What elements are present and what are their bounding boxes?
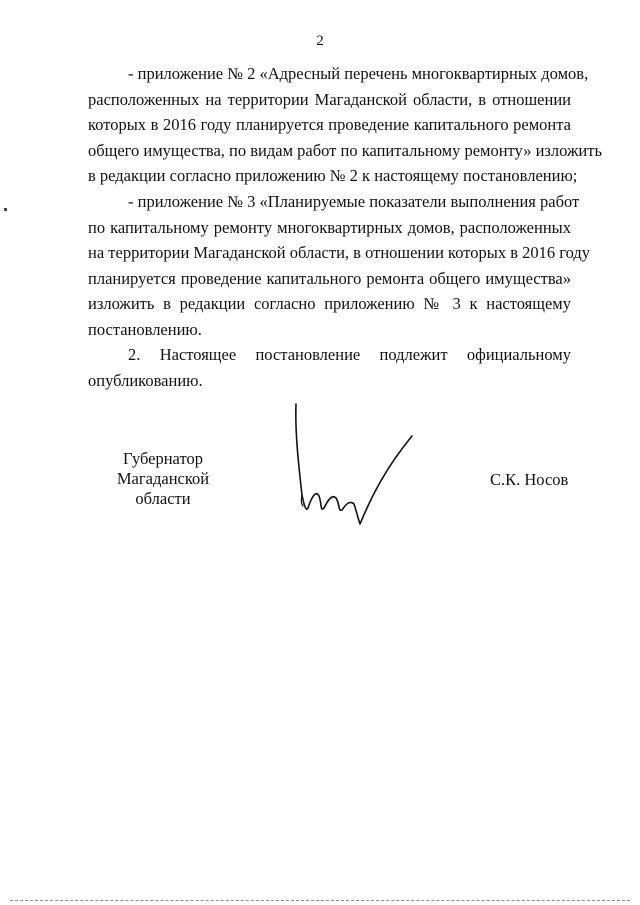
text-line: расположенных на территории Магаданской области, в отношении — [88, 89, 571, 109]
text-line: по капитальному ремонту многоквартирных домов, расположенных — [88, 217, 571, 237]
paragraph-appendix-2 — [88, 61, 602, 189]
text-line: общего имущества, по видам работ по капитальному ремонту» изложить — [88, 140, 602, 160]
text-line: опубликованию. — [88, 370, 203, 390]
scan-mark — [4, 208, 7, 211]
page-number: 2 — [316, 33, 324, 49]
text-line: - приложение № 2 «Адресный перечень многоквартирных домов, — [128, 64, 589, 83]
signatory-name: С.К. Носов — [490, 470, 569, 489]
text-line: планируется проведение капитального ремонта общего имущества» — [88, 268, 571, 288]
text-line: 2. Настоящее постановление подлежит официальному — [128, 345, 571, 364]
text-line: изложить в редакции согласно приложению № 3 к настоящему — [88, 294, 571, 313]
text-line: на территории Магаданской области, в отношении которых в 2016 году — [88, 243, 591, 262]
text-line: - приложение № 3 «Планируемые показатели выполнения работ — [128, 192, 580, 211]
signatory-title — [88, 449, 238, 509]
scan-bottom-edge — [10, 900, 630, 902]
paragraph-appendix-3 — [88, 189, 591, 342]
signatory-position: Губернатор — [123, 449, 203, 468]
paragraph-publication — [88, 342, 571, 393]
text-line: которых в 2016 году планируется проведение капитального ремонта — [88, 115, 571, 134]
handwritten-signature — [286, 400, 426, 530]
text-line: в редакции согласно приложению № 2 к настоящему постановлению; — [88, 166, 578, 185]
signatory-region: Магаданской области — [116, 469, 210, 508]
text-line: постановлению. — [88, 319, 202, 339]
